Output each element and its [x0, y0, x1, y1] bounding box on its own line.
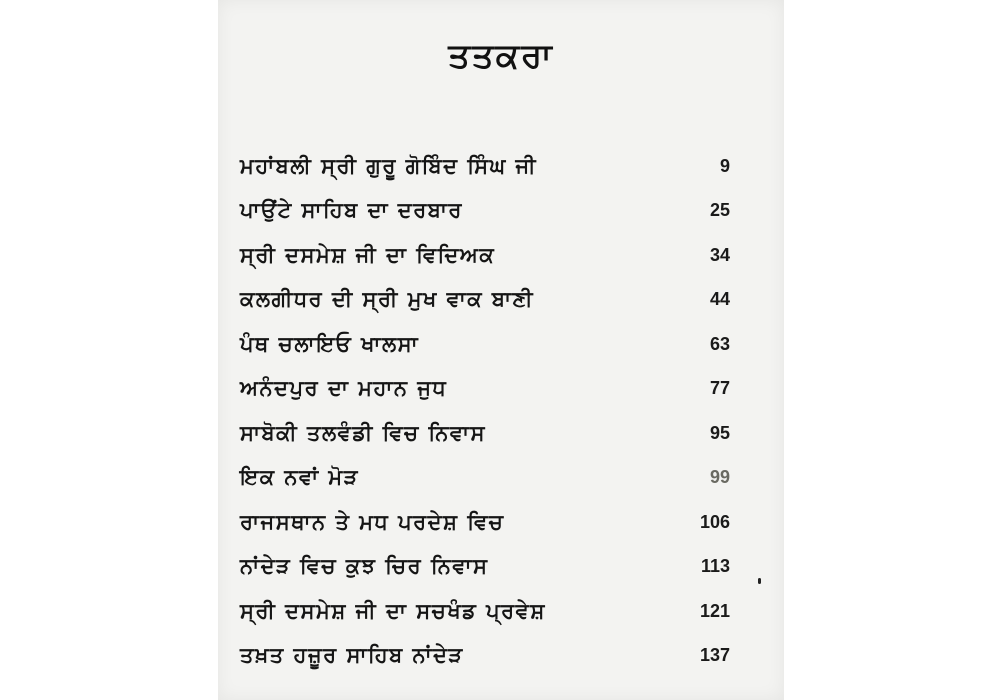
toc-entry [240, 545, 730, 590]
toc-entry [240, 456, 730, 501]
toc-entry-title: ਅਨੰਦਪੁਰ ਦਾ ਮਹਾਨ ਜੁਧ [240, 376, 448, 401]
toc-entry-page: 95 [709, 422, 730, 443]
toc-entry-title: ਰਾਜਸਥਾਨ ਤੇ ਮਧ ਪਰਦੇਸ਼ ਵਿਚ [240, 509, 505, 534]
toc-entry [240, 144, 730, 189]
book-page [218, 0, 784, 700]
toc-entry-title: ਪੰਥ ਚਲਾਇਓ ਖਾਲਸਾ [240, 331, 420, 356]
toc-entry-page: 137 [699, 645, 730, 666]
toc-entry-page: 106 [699, 511, 730, 532]
toc-entry-title: ਸ੍ਰੀ ਦਸਮੇਸ਼ ਜੀ ਦਾ ਵਿਦਿਅਕ [240, 242, 496, 267]
toc-entry-page: 63 [709, 333, 730, 354]
toc-entry-title: ਸ੍ਰੀ ਦਸਮੇਸ਼ ਜੀ ਦਾ ਸਚਖੰਡ ਪ੍ਰਵੇਸ਼ [240, 598, 546, 623]
toc-entry-page: 25 [709, 200, 730, 221]
toc-entry-page: 44 [709, 289, 730, 310]
toc-entry [240, 367, 730, 412]
toc-entry [240, 411, 730, 456]
toc-entry-page: 9 [719, 155, 730, 176]
toc-entry-page: 113 [700, 556, 730, 577]
toc-entry-page: 34 [709, 244, 730, 265]
toc-entry [240, 278, 730, 323]
ink-speck [758, 578, 761, 584]
toc-entry-page: 121 [699, 600, 730, 621]
toc-entry-title: ਮਹਾਂਬਲੀ ਸ੍ਰੀ ਗੁਰੂ ਗੋਬਿੰਦ ਸਿੰਘ ਜੀ [240, 153, 538, 178]
table-of-contents [240, 144, 730, 678]
toc-entry-title: ਪਾਉਂਟੇ ਸਾਹਿਬ ਦਾ ਦਰਬਾਰ [240, 198, 463, 223]
toc-entry [240, 322, 730, 367]
toc-entry [240, 634, 730, 679]
page-title: ਤਤਕਰਾ [448, 36, 554, 76]
toc-entry-title: ਤਖ਼ਤ ਹਜ਼ੂਰ ਸਾਹਿਬ ਨਾਂਦੇੜ [240, 643, 464, 668]
toc-entry-title: ਇਕ ਨਵਾਂ ਮੋੜ [240, 465, 359, 490]
toc-entry-title: ਨਾਂਦੇੜ ਵਿਚ ਕੁਝ ਚਿਰ ਨਿਵਾਸ [240, 554, 489, 579]
toc-entry [240, 589, 730, 634]
toc-entry-page: 77 [709, 378, 730, 399]
toc-entry-title: ਕਲਗੀਧਰ ਦੀ ਸ੍ਰੀ ਮੁਖ ਵਾਕ ਬਾਣੀ [240, 287, 535, 312]
toc-entry [240, 500, 730, 545]
toc-entry-title: ਸਾਬੋਕੀ ਤਲਵੰਡੀ ਵਿਚ ਨਿਵਾਸ [240, 420, 487, 445]
toc-entry [240, 189, 730, 234]
toc-entry-page: 99 [709, 467, 730, 488]
toc-entry [240, 233, 730, 278]
